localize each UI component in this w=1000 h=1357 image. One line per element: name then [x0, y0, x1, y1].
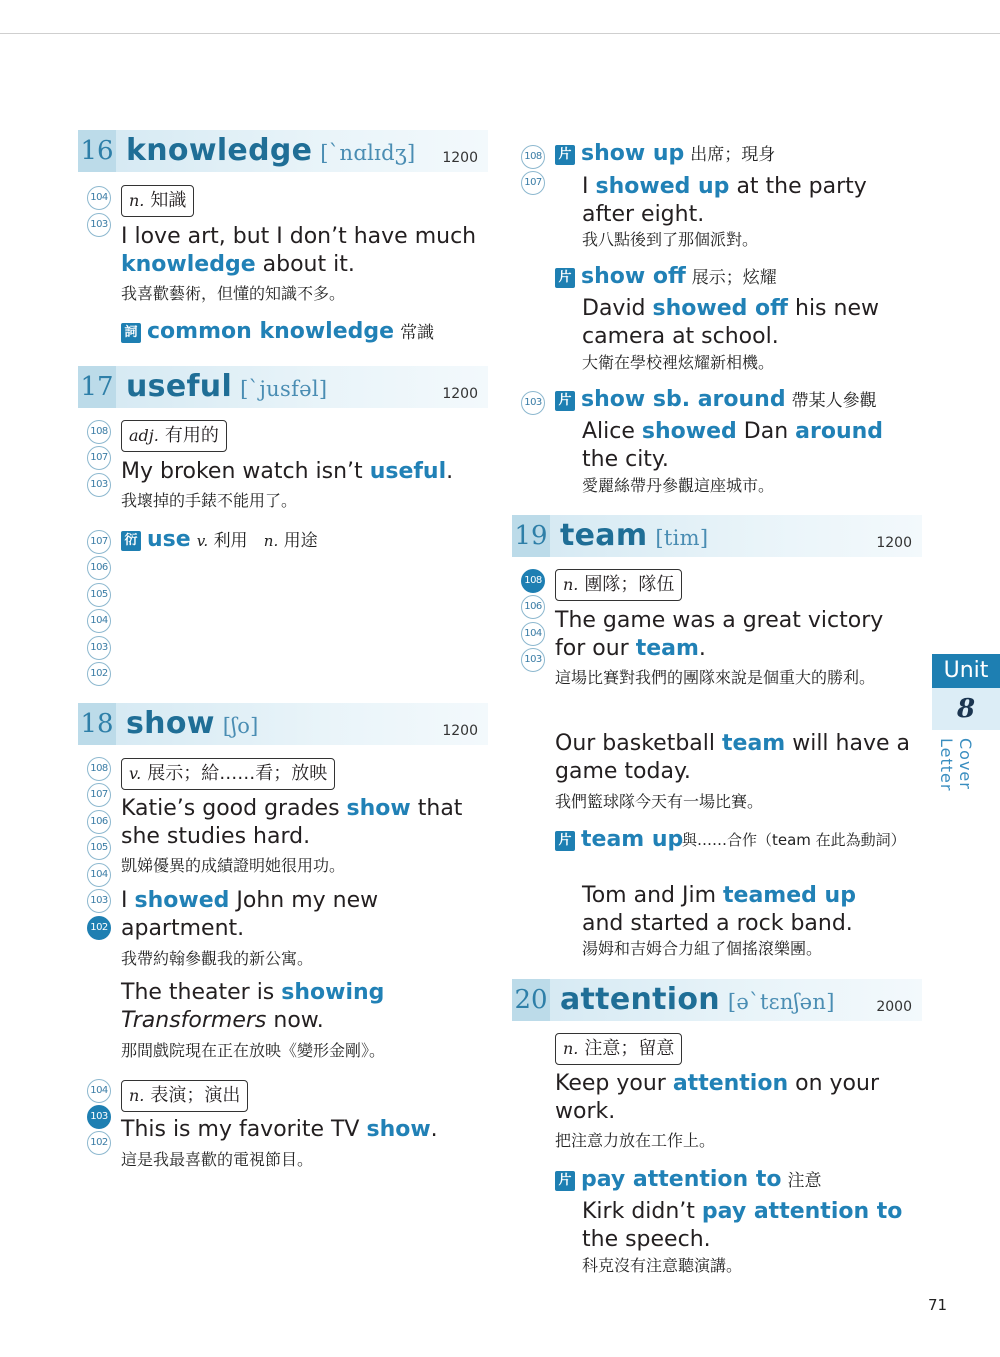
pronunciation: [əˋtɛnʃən]: [727, 990, 835, 1014]
phrase-tag: 片: [555, 145, 575, 165]
exam-year-badge: 104: [87, 863, 111, 887]
page-number: 71: [928, 1296, 948, 1314]
exam-year-badge: 106: [87, 810, 111, 834]
exam-year-badge: 106: [87, 556, 111, 580]
exam-year-badge: 103: [87, 213, 111, 237]
pronunciation: [ˋnɑlɪdʒ]: [320, 141, 416, 165]
exam-year-badge: 103: [521, 648, 545, 672]
example-sentence: Keep your attention on your work.: [555, 1071, 879, 1124]
exam-year-badge-highlighted: 102: [87, 916, 111, 940]
derived-tag: 衍: [121, 531, 141, 551]
part-of-speech-box: n. 知識: [121, 185, 194, 217]
exam-year-badge: 105: [87, 836, 111, 860]
example-translation: 那間戲院現在正在放映《變形金剛》。: [121, 1041, 386, 1060]
exam-year-badge: 107: [87, 530, 111, 554]
example-translation: 我八點後到了那個派對。: [582, 230, 759, 249]
entry-number: 19: [512, 515, 550, 557]
collocation-tag: 詞: [121, 323, 141, 343]
exam-year-badge-highlighted: 103: [87, 1105, 111, 1129]
exam-year-badge-highlighted: 108: [521, 569, 545, 593]
exam-year-badge: 105: [87, 583, 111, 607]
headword: team [tim]: [560, 518, 709, 553]
exam-year-badge: 104: [87, 609, 111, 633]
example-sentence: Tom and Jim teamed up and started a rock band.: [582, 883, 856, 936]
unit-tab: [932, 654, 1000, 730]
exam-year-badge: 103: [521, 391, 545, 415]
entry-header-team: [512, 515, 922, 557]
example-translation: 湯姆和吉姆合力組了個搖滾樂團。: [582, 939, 823, 958]
example-translation: 我壞掉的手錶不能用了。: [121, 491, 298, 510]
example-translation: 我們籃球隊今天有一場比賽。: [555, 792, 764, 811]
exam-year-badge: 108: [87, 757, 111, 781]
entry-header-knowledge: [78, 130, 488, 172]
exam-year-badge: 103: [87, 473, 111, 497]
pronunciation: [ˋjusfəl]: [240, 377, 328, 401]
phrase-tag: 片: [555, 391, 575, 411]
exam-year-badge: 104: [87, 1079, 111, 1103]
headword: show [ʃo]: [126, 706, 259, 741]
pronunciation: [ʃo]: [222, 714, 259, 738]
collocation: 詞 common knowledge 常識: [121, 318, 434, 347]
top-rule: [0, 33, 1000, 34]
example-translation: 凱娣優異的成績證明她很用功。: [121, 856, 346, 875]
phrase-tag: 片: [555, 1171, 575, 1191]
entry-number: 18: [78, 703, 116, 745]
example-translation: 愛麗絲帶丹參觀這座城市。: [582, 476, 775, 495]
headword: attention [əˋtɛnʃən]: [560, 982, 835, 1017]
entry-number: 20: [512, 979, 550, 1021]
exam-year-badge: 102: [87, 662, 111, 686]
section-title: Cover Letter: [937, 738, 975, 792]
part-of-speech-box: n. 注意；留意: [555, 1033, 682, 1065]
word-level: 1200: [876, 535, 912, 551]
example-translation: 我喜歡藝術，但懂的知識不多。: [121, 284, 346, 303]
example-sentence: Alice showed Dan around the city.: [582, 419, 884, 472]
entry-number: 16: [78, 130, 116, 172]
unit-number: 8: [956, 694, 976, 724]
exam-year-badge: 104: [521, 622, 545, 646]
word-level: 1200: [442, 150, 478, 166]
example-sentence: I showed John my new apartment.: [121, 888, 379, 941]
phrase: 片 pay attention to 注意: [555, 1166, 822, 1195]
exam-year-badge: 106: [521, 595, 545, 619]
exam-year-badge: 107: [87, 783, 111, 807]
phrase: 片 team up: [555, 826, 683, 854]
entry-number: 17: [78, 366, 116, 408]
exam-year-badge: 102: [87, 1131, 111, 1155]
example-sentence: I showed up at the party after eight.: [582, 174, 867, 227]
example-translation: 大衛在學校裡炫耀新相機。: [582, 353, 775, 372]
example-sentence: The theater is showing Transformers now.: [121, 980, 385, 1033]
exam-year-badge: 107: [521, 171, 545, 195]
phrase: 片 show off 展示；炫耀: [555, 263, 777, 292]
example-sentence: I love art, but I don’t have much knowledge about it.: [121, 224, 477, 277]
pronunciation: [tim]: [655, 526, 709, 550]
headword: knowledge [ˋnɑlɪdʒ]: [126, 133, 416, 168]
example-translation: 我帶約翰參觀我的新公寓。: [121, 949, 314, 968]
phrase-tag: 片: [555, 268, 575, 288]
exam-year-badge: 103: [87, 636, 111, 660]
derived-word: 衍 use v. 利用 n. 用途: [121, 526, 318, 555]
exam-year-badge: 104: [87, 186, 111, 210]
entry-header-useful: [78, 366, 488, 408]
exam-year-badge: 108: [87, 420, 111, 444]
example-translation: 把注意力放在工作上。: [555, 1131, 716, 1150]
example-sentence: Kirk didn’t pay attention to the speech.: [582, 1199, 903, 1252]
entry-header-attention: [512, 979, 922, 1021]
phrase: 片 show up 出席；現身: [555, 140, 775, 169]
headword: useful [ˋjusfəl]: [126, 369, 328, 404]
word-level: 1200: [442, 386, 478, 402]
part-of-speech-box: n. 表演；演出: [121, 1080, 248, 1112]
example-translation: 這場比賽對我們的團隊來說是個重大的勝利。: [555, 668, 876, 687]
exam-year-badge: 108: [521, 145, 545, 169]
unit-label: Unit: [932, 654, 1000, 688]
phrase: 片 show sb. around 帶某人參觀: [555, 386, 877, 415]
example-sentence: My broken watch isn’t useful.: [121, 459, 454, 484]
example-translation: 科克沒有注意聽演講。: [582, 1256, 743, 1275]
example-sentence: David showed off his new camera at school.: [582, 296, 879, 349]
example-sentence: Our basketball team will have a game today.: [555, 731, 910, 784]
word-level: 1200: [442, 723, 478, 739]
exam-year-badge: 107: [87, 446, 111, 470]
entry-header-show: [78, 703, 488, 745]
phrase-tag: 片: [555, 831, 575, 851]
part-of-speech-box: n. 團隊；隊伍: [555, 569, 682, 601]
example-sentence: The game was a great victory for our team.: [555, 608, 884, 661]
exam-year-badge: 103: [87, 889, 111, 913]
word-level: 2000: [876, 999, 912, 1015]
phrase-meaning: 與……合作（team 在此為動詞）: [682, 831, 906, 849]
example-sentence: This is my favorite TV show.: [121, 1117, 438, 1142]
part-of-speech-box: v. 展示；給……看；放映: [121, 758, 335, 790]
example-sentence: Katie’s good grades show that she studies hard.: [121, 796, 463, 849]
example-translation: 這是我最喜歡的電視節目。: [121, 1150, 314, 1169]
part-of-speech-box: adj. 有用的: [121, 420, 227, 452]
